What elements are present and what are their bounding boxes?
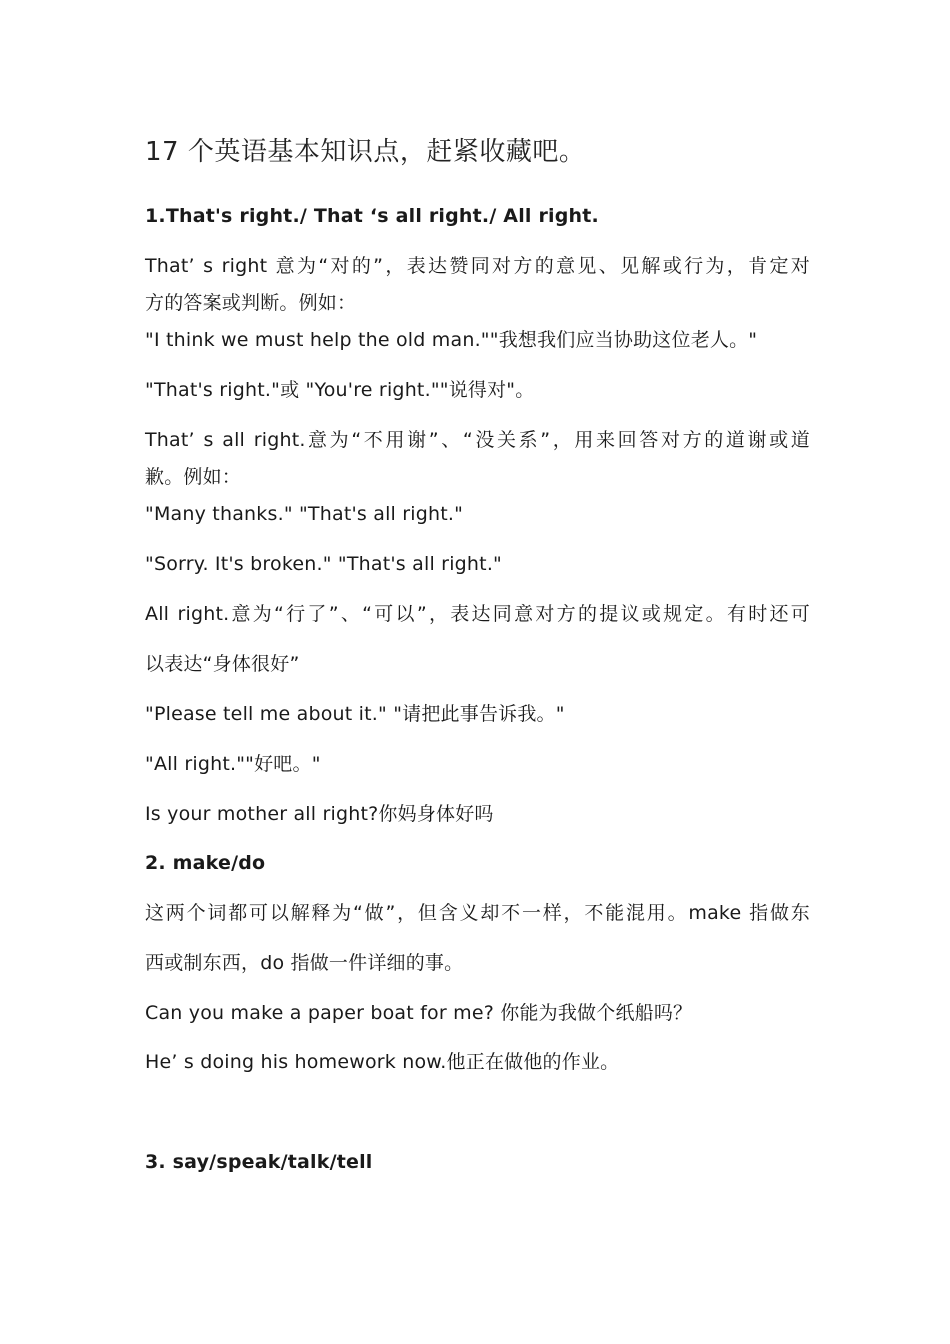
example-line: Is your mother all right?你妈身体好吗 — [145, 803, 494, 825]
paragraph-line: That’ s right 意为“对的”，表达赞同对方的意见、见解或行为，肯定对 — [145, 255, 810, 277]
example-line: He’ s doing his homework now.他正在做他的作业。 — [145, 1051, 620, 1073]
paragraph-line: 歉。例如： — [145, 466, 242, 488]
example-line: "Please tell me about it." "请把此事告诉我。" — [145, 703, 565, 725]
paragraph-line: All right.意为“行了”、“可以”，表达同意对方的提议或规定。有时还可 — [145, 603, 810, 625]
example-line: "That's right."或 "You're right.""说得对"。 — [145, 379, 535, 401]
paragraph-line: 这两个词都可以解释为“做”，但含义却不一样，不能混用。make 指做东 — [145, 902, 810, 924]
paragraph-line: 以表达“身体很好” — [145, 653, 300, 675]
example-line: "I think we must help the old man.""我想我们应当协助这位老人。" — [145, 329, 758, 351]
document-title: 17 个英语基本知识点，赶紧收藏吧。 — [145, 137, 586, 167]
example-line: "Many thanks." "That's all right." — [145, 503, 464, 525]
paragraph-line: 方的答案或判断。例如： — [145, 292, 357, 314]
section-heading-3: 3. say/speak/talk/tell — [145, 1151, 373, 1173]
example-line: "Sorry. It's broken." "That's all right." — [145, 553, 503, 575]
example-line: Can you make a paper boat for me? 你能为我做个纸船吗？ — [145, 1002, 693, 1024]
section-heading-2: 2. make/do — [145, 852, 266, 874]
paragraph-line: That’ s all right.意为“不用谢”、“没关系”，用来回答对方的道谢或道 — [145, 429, 810, 451]
paragraph-line: 西或制东西，do 指做一件详细的事。 — [145, 952, 464, 974]
section-heading-1: 1.That's right./ That ‘s all right./ All right. — [145, 205, 599, 227]
example-line: "All right.""好吧。" — [145, 753, 321, 775]
